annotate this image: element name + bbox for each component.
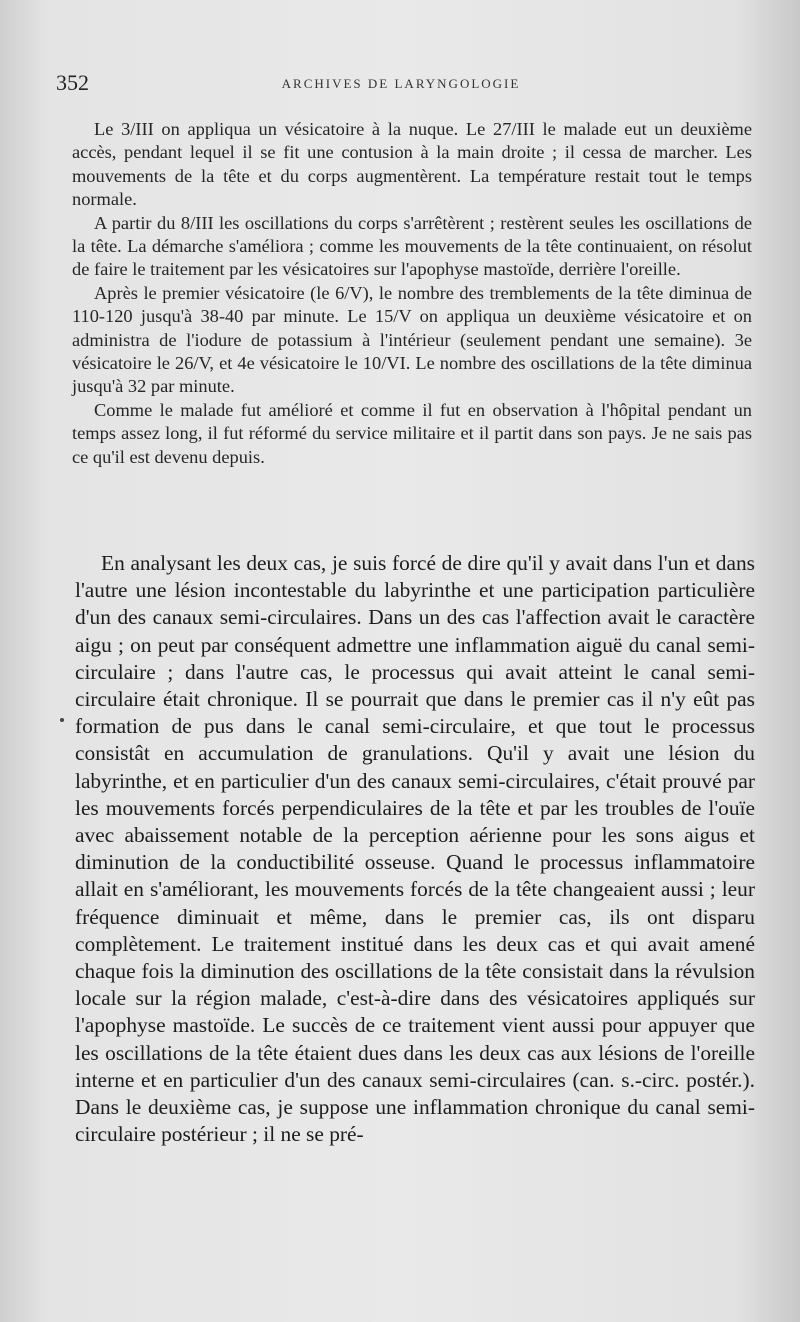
case-observation-text: [72, 118, 752, 469]
discussion-text: [75, 550, 755, 1148]
page-number: 352: [56, 70, 89, 95]
running-title: ARCHIVES DE LARYNGOLOGIE: [281, 76, 521, 91]
observation-paragraph: Le 3/III on appliqua un vésicatoire à la nuque. Le 27/III le malade eut un deuxième accès, pendant lequel il se fit une contusion à la main droite ; il cessa de marcher. Les mouvements de la tête et du corps augmentèrent. La température restait tout le temps normale.: [72, 119, 752, 210]
discussion-paragraph: En analysant les deux cas, je suis forcé de dire qu'il y avait dans l'un et dans l'autre une lésion incontestable du labyrinthe et une participation particulière d'un des canaux semi-circulaires. Dans un des cas l'affection avait le caractère aigu ; on peut par conséquent admettre une inflammation aiguë du canal semi-circulaire ; dans l'autre cas, le processus qui avait atteint le canal semi-circulaire était chronique. Il se pourrait que dans le premier cas il n'y eût pas formation de pus dans le canal semi-circulaire, et que tout le processus consistât en accumulation de granulations. Qu'il y avait une lésion du labyrinthe, et en particulier d'un des canaux semi-circulaires, c'était prouvé par les mouvements forcés perpendiculaires de la tête et par les troubles de l'ouïe avec abaissement notable de la perception aérienne pour les sons aigus et diminution de la conductibilité osseuse. Quand le processus inflammatoire allait en s'améliorant, les mouvements forcés de la tête changeaient aussi ; leur fréquence diminuait et même, dans le premier cas, ils ont disparu complètement. Le traitement institué dans les deux cas et qui avait amené chaque fois la diminution des oscillations de la tête consistait dans la révulsion locale sur la région malade, c'est-à-dire dans des vésicatoires appliqués sur l'apophyse mastoïde. Le succès de ce traitement vient aussi pour appuyer que les oscillations de la tête étaient dues dans les deux cas aux lésions de l'oreille interne et en particulier d'un des canaux semi-circulaires (can. s.-circ. postér.). Dans le deuxième cas, je suppose une inflammation chronique du canal semi-circulaire postérieur ; il ne se pré-: [75, 551, 755, 1147]
observation-paragraph: Comme le malade fut amélioré et comme il fut en observation à l'hôpital pendant un temps assez long, il fut réformé du service militaire et il partit dans son pays. Je ne sais pas ce qu'il est devenu depuis.: [72, 399, 752, 467]
observation-paragraph: A partir du 8/III les oscillations du corps s'arrêtèrent ; restèrent seules les oscillations de la tête. La démarche s'améliora ; comme les mouvements de la tête continuaient, on résolut de faire le traitement par les vésicatoires sur l'apophyse mastoïde, derrière l'oreille.: [72, 212, 752, 280]
observation-paragraph: Après le premier vésicatoire (le 6/V), le nombre des tremblements de la tête diminua de 110-120 jusqu'à 38-40 par minute. Le 15/V on appliqua un deuxième vésicatoire et on administra de l'iodure de potassium à l'intérieur (seulement pendant une semaine). 3e vésicatoire le 26/V, et 4e vésicatoire le 10/VI. Le nombre des oscillations de la tête diminua jusqu'à 32 par minute.: [72, 282, 752, 397]
margin-mark: [60, 718, 64, 722]
page-header: [56, 70, 746, 98]
